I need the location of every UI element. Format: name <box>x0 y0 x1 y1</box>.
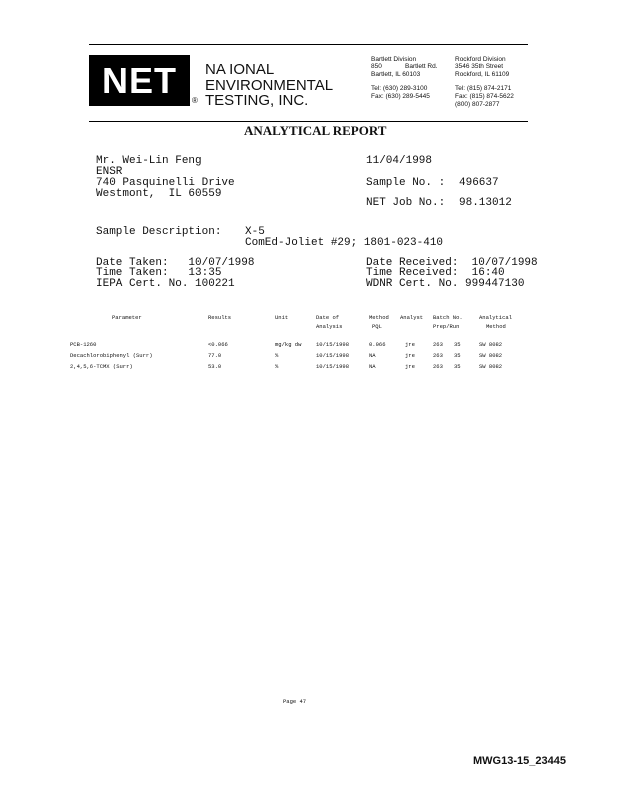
job-no-label: NET Job No.: <box>366 197 446 209</box>
cell-results: 53.0 <box>208 363 222 370</box>
rockford-city: Rockford, IL 61109 <box>455 71 510 78</box>
cell-date: 10/15/1998 <box>316 352 350 359</box>
col-header-date-of: Date of <box>316 314 340 321</box>
job-no-value: 98.13012 <box>459 197 512 209</box>
cell-method: SW 8082 <box>479 341 503 348</box>
cell-parameter: 2,4,5,6-TCMX (Surr) <box>70 363 133 370</box>
cell-parameter: Decachlorobiphenyl (Surr) <box>70 352 153 359</box>
col-header-method: Method <box>369 314 389 321</box>
cell-date: 10/15/1998 <box>316 341 350 348</box>
logo-text: NET <box>102 59 177 101</box>
client-city: Westmont, IL 60559 <box>96 188 222 200</box>
cell-pql: NA <box>369 363 376 370</box>
col-header-method2: Method <box>486 323 506 330</box>
col-header-results: Results <box>208 314 232 321</box>
cell-run: 35 <box>454 341 461 348</box>
sample-no-value: 496637 <box>459 177 499 189</box>
col-header-prep-run: Prep/Run <box>433 323 460 330</box>
cell-analyst: jre <box>405 341 415 348</box>
client-name: Mr. Wei-Lin Feng <box>96 155 202 167</box>
cell-unit: mg/kg dw <box>275 341 302 348</box>
bartlett-street: Bartlett Rd. <box>405 63 438 70</box>
wdnr-cert: WDNR Cert. No. 999447130 <box>366 278 525 290</box>
iepa-cert: IEPA Cert. No. 100221 <box>96 278 235 290</box>
cell-analyst: jre <box>405 363 415 370</box>
bartlett-tel: Tel: (630) 289-3100 <box>371 85 428 92</box>
bartlett-city: Bartlett, IL 60103 <box>371 71 421 78</box>
header-top-rule <box>89 44 528 45</box>
cell-pql: 0.066 <box>369 341 386 348</box>
net-logo <box>89 55 190 106</box>
document-id: MWG13-15_23445 <box>473 755 566 767</box>
cell-results: <0.066 <box>208 341 228 348</box>
header-bottom-rule <box>89 121 528 122</box>
company-name-line3: TESTING, INC. <box>205 92 309 109</box>
date-received: Date Received: 10/07/1998 <box>366 257 538 269</box>
col-header-pql: PQL <box>372 323 382 330</box>
col-header-batch-no: Batch No. <box>433 314 463 321</box>
sample-description-line2: ComEd-Joliet #29; 1801-023-410 <box>245 237 444 249</box>
cell-pql: NA <box>369 352 376 359</box>
rockford-street: 3546 35th Street <box>455 63 504 70</box>
col-header-parameter: Parameter <box>112 314 142 321</box>
cell-prep: 263 <box>433 352 443 359</box>
col-header-unit: Unit <box>275 314 289 321</box>
company-name-line1: NA IONAL <box>205 61 275 78</box>
date-taken: Date Taken: 10/07/1998 <box>96 257 255 269</box>
bartlett-street-num: 850 <box>371 63 382 70</box>
cell-unit: % <box>275 363 279 370</box>
cell-prep: 263 <box>433 363 443 370</box>
cell-run: 35 <box>454 352 461 359</box>
cell-method: SW 8082 <box>479 352 503 359</box>
cell-analyst: jre <box>405 352 415 359</box>
cell-method: SW 8082 <box>479 363 503 370</box>
cell-parameter: PCB-1260 <box>70 341 97 348</box>
client-company: ENSR <box>96 166 123 178</box>
sample-description-line1: X-5 <box>245 226 265 238</box>
page-number: Page 47 <box>283 698 307 705</box>
col-header-analysis: Analysis <box>316 323 343 330</box>
report-date: 11/04/1998 <box>366 155 433 167</box>
rockford-800: (800) 807-2877 <box>455 101 500 108</box>
cell-run: 35 <box>454 363 461 370</box>
time-received: Time Received: 16:40 <box>366 267 505 279</box>
registered-mark: ® <box>192 96 198 105</box>
rockford-tel: Tel: (815) 874-2171 <box>455 85 512 92</box>
client-street: 740 Pasquinelli Drive <box>96 177 235 189</box>
col-header-analytical: Analytical <box>479 314 513 321</box>
cell-date: 10/15/1998 <box>316 363 350 370</box>
bartlett-fax: Fax: (630) 289-5445 <box>371 93 430 100</box>
report-title: ANALYTICAL REPORT <box>244 123 387 138</box>
rockford-fax: Fax: (815) 874-5622 <box>455 93 514 100</box>
company-name-line2: ENVIRONMENTAL <box>205 77 334 94</box>
sample-no-label: Sample No. : <box>366 177 446 189</box>
col-header-analyst: Analyst <box>400 314 424 321</box>
cell-results: 77.0 <box>208 352 222 359</box>
time-taken: Time Taken: 13:35 <box>96 267 222 279</box>
rockford-title: Rockford Division <box>455 56 506 63</box>
sample-description-label: Sample Description: <box>96 226 222 238</box>
cell-unit: % <box>275 352 279 359</box>
bartlett-title: Bartlett Division <box>371 56 417 63</box>
cell-prep: 263 <box>433 341 443 348</box>
